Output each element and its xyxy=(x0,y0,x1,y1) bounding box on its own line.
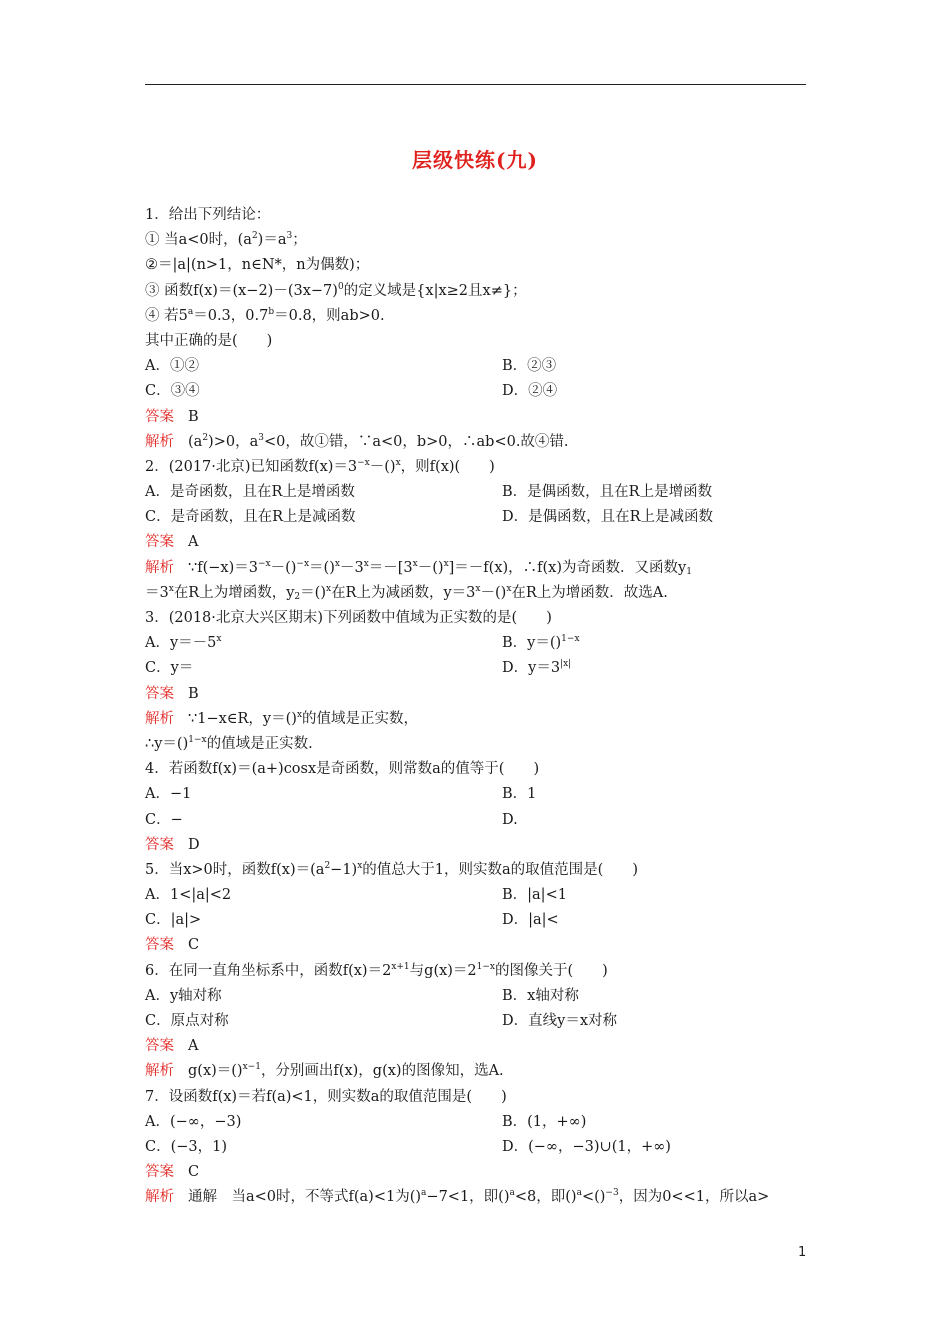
q4-option-c: C．− xyxy=(145,811,183,828)
q5-option-a: A．1<|a|<2 xyxy=(145,887,232,904)
answer-label: 答案 xyxy=(145,534,174,551)
q7-option-a: A．(−∞，−3) xyxy=(145,1113,242,1130)
q1-options-ab xyxy=(145,354,817,379)
answer-label: 答案 xyxy=(145,836,174,853)
q1-option-c: C．③④ xyxy=(145,383,200,400)
q4-option-b: B．1 xyxy=(502,786,537,803)
q1-statement-3: ③ 函数$f(x)=(x-2)-(3x-7)^0$的定义域是{x|x≥2且x≠}； xyxy=(145,281,527,299)
answer-label: 答案 xyxy=(145,1038,174,1055)
answer-label: 答案 xyxy=(145,937,174,954)
analysis-label: 解析 xyxy=(145,1189,174,1206)
q6-stem: 6．在同一直角坐标系中，函数$f(x)=2^{x+1}$与$g(x)=2^{1-x}$的图像关于( ) xyxy=(145,961,608,979)
q6-option-c: C．原点对称 xyxy=(145,1013,229,1029)
q2-stem: 2．(2017·北京)已知函数$f(x)=3^{-x}-()^x$，则f(x)( ) xyxy=(145,457,495,475)
q7-option-d: D．(−∞，−3)∪(1，+∞) xyxy=(502,1138,671,1155)
q1-answer: 答案 B xyxy=(145,408,199,425)
q3-option-d: D．$y=3^{|x|}$ xyxy=(502,659,572,677)
analysis-label: 解析 xyxy=(145,710,174,727)
q1-options-cd xyxy=(145,379,817,404)
q4-option-a: A．−1 xyxy=(145,786,192,803)
document-body xyxy=(145,203,817,1211)
page-title: 层级快练(九) xyxy=(412,148,538,172)
q7-option-c: C．(−3，1) xyxy=(145,1138,228,1155)
q1-statement-1: ① 当a<0时，$(a^2)=a^3$； xyxy=(145,231,307,249)
q3-option-b: B．y＝()$^{1-x}$ xyxy=(502,634,580,652)
q5-stem: 5．当x>0时，函数$f(x)=(a^2-1)^x$的值总大于1，则实数a的取值范围是( ) xyxy=(145,860,638,878)
answer-label: 答案 xyxy=(145,408,174,425)
q5-option-b: B．|a|<1 xyxy=(502,887,567,904)
q2-option-c: C．是奇函数，且在R上是减函数 xyxy=(145,509,356,526)
answer-label: 答案 xyxy=(145,685,174,702)
q4-answer: 答案 D xyxy=(145,836,200,853)
q2-options-ab xyxy=(145,480,817,505)
q6-answer: 答案 A xyxy=(145,1038,199,1055)
q2-answer: 答案 A xyxy=(145,534,199,551)
analysis-label: 解析 xyxy=(145,1063,174,1080)
page-number: 1 xyxy=(798,1245,807,1260)
q2-option-b: B．是偶函数，且在R上是增函数 xyxy=(502,484,713,501)
q2-options-cd xyxy=(145,505,817,530)
q1-statement-2: ②＝|a|(n>1，n∈N*，n为偶数)； xyxy=(145,257,370,274)
q1-option-d: D．②④ xyxy=(502,383,558,400)
q1-option-a: A．①② xyxy=(145,358,199,375)
q4-options-ab xyxy=(145,782,817,807)
q7-stem: 7．设函数f(x)＝若f(a)<1，则实数a的取值范围是( ) xyxy=(145,1088,507,1105)
q3-options-ab xyxy=(145,631,817,656)
q6-analysis: 解析 g(x)＝()$^{x-1}$，分别画出f(x)，g(x)的图像知，选A. xyxy=(145,1062,504,1080)
q6-option-d: D．直线y＝x对称 xyxy=(502,1013,617,1029)
q3-analysis-line-1: 解析 ∵1−x∈R，y＝()$^x$的值域是正实数， xyxy=(145,709,419,727)
q1-analysis: 解析 $(a^2)>0$，$a^3<0$，故①错，∵a<0，b>0，∴ab<0.故④错. xyxy=(145,432,569,450)
header-rule xyxy=(145,84,806,85)
analysis-label: 解析 xyxy=(145,559,174,576)
q3-options-cd xyxy=(145,656,817,681)
q6-option-a: A．y轴对称 xyxy=(145,987,222,1004)
analysis-label: 解析 xyxy=(145,433,174,450)
q2-option-a: A．是奇函数，且在R上是增函数 xyxy=(145,484,355,501)
q5-option-c: C．|a|> xyxy=(145,912,202,929)
q5-option-d: D．|a|< xyxy=(502,912,559,929)
q6-options-cd xyxy=(145,1009,817,1034)
q6-options-ab xyxy=(145,984,817,1009)
q1-prompt: 其中正确的是( ) xyxy=(145,332,273,349)
q7-options-ab xyxy=(145,1110,817,1135)
q3-option-c: C．y＝ xyxy=(145,660,194,677)
q1-option-b: B．②③ xyxy=(502,358,557,375)
q3-analysis-line-2: ∴y＝()$^{1-x}$的值域是正实数. xyxy=(145,734,313,752)
q1-stem: 1．给出下列结论： xyxy=(145,207,271,223)
q7-answer: 答案 C xyxy=(145,1164,200,1181)
q5-options-cd xyxy=(145,908,817,933)
q5-answer: 答案 C xyxy=(145,937,200,954)
q7-option-b: B．(1，+∞) xyxy=(502,1113,587,1130)
q4-stem: 4．若函数f(x)＝(a+)cosx是奇函数，则常数a的值等于( ) xyxy=(145,761,540,778)
q5-options-ab xyxy=(145,883,817,908)
q4-options-cd xyxy=(145,808,817,833)
answer-label: 答案 xyxy=(145,1164,174,1181)
q2-analysis-line-2: $=3^x$在R上为增函数，$y_2=()^x$在R上为减函数，$y=3^x-()^x$在R上为增函数．故选A. xyxy=(145,583,668,602)
q6-option-b: B．x轴对称 xyxy=(502,987,579,1004)
q2-analysis-line-1: 解析 $\because f(-x)=3^{-x}-()^{-x}=()^x-3^x=-[3^x-()^x]=-f(x)$，∴f(x)为奇函数．又函数$y_1$ xyxy=(145,558,692,577)
q4-option-d: D. xyxy=(502,811,518,828)
q3-option-a: A．$y=-5^x$ xyxy=(145,634,222,652)
q7-options-cd xyxy=(145,1135,817,1160)
q3-answer: 答案 B xyxy=(145,685,199,702)
q7-analysis: 解析 通解 当a<0时，不等式f(a)<1为()$^a$−7<1，即()$^a$<8，即()$^a$<()$^{-3}$，因为0<<1，所以a> xyxy=(145,1188,770,1206)
q2-option-d: D．是偶函数，且在R上是减函数 xyxy=(502,509,714,526)
q1-statement-4: ④ 若$5^a=0.3$，0.7$^b$＝0.8，则ab>0. xyxy=(145,306,385,324)
q3-stem: 3．(2018·北京大兴区期末)下列函数中值域为正实数的是( ) xyxy=(145,610,552,626)
